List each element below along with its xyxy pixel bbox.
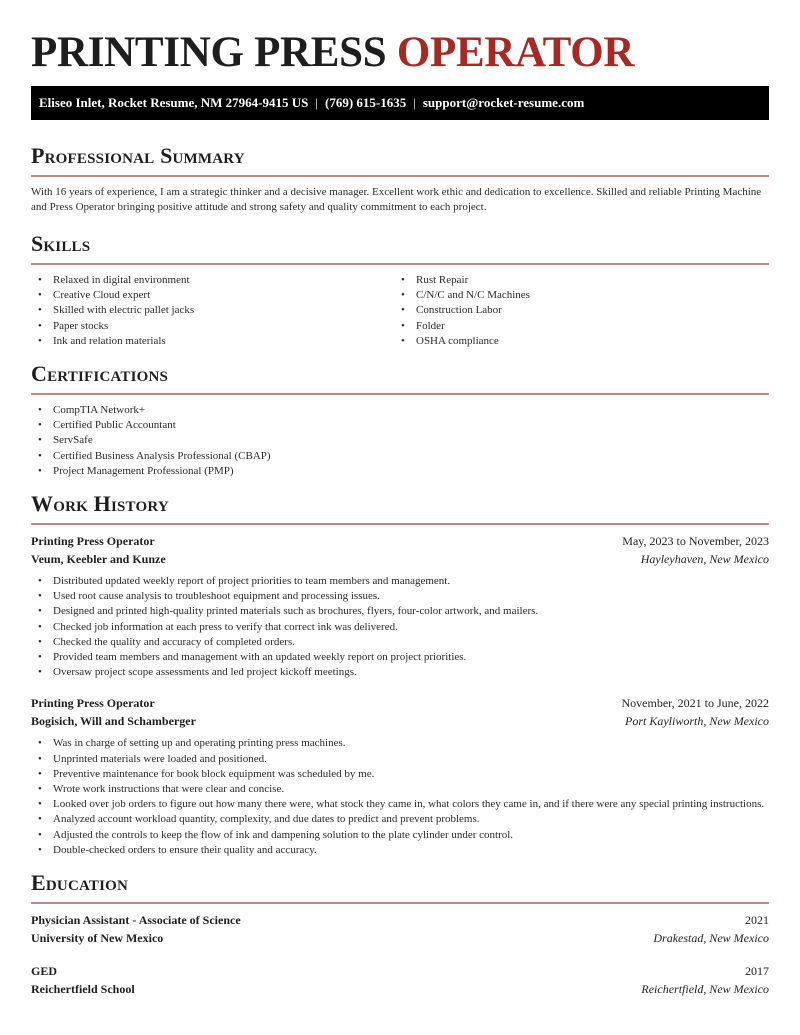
job-duty: • Distributed updated weekly report of project priorities to team members and management. [31, 574, 769, 589]
skills-grid [31, 273, 769, 349]
job-header-row [31, 532, 769, 550]
skill-item: • OSHA compliance [394, 334, 757, 349]
section-heading-skills: Skills [31, 231, 91, 256]
title-accent: OPERATOR [396, 29, 635, 76]
job-duty: • Analyzed account workload quantity, complexity, and due dates to predict and prevent problems. [31, 812, 769, 827]
contact-separator: | [413, 95, 416, 110]
job-company-row [31, 712, 769, 730]
skill-item: • Creative Cloud expert [31, 288, 394, 303]
education-school-row [31, 929, 769, 947]
education-location: Drakestad, New Mexico [653, 931, 769, 946]
skill-item: • Ink and relation materials [31, 334, 394, 349]
education-degree: GED [31, 964, 58, 979]
education-degree: Physician Assistant - Associate of Science [31, 913, 241, 928]
summary-text: With 16 years of experience, I am a strategic thinker and a decisive manager. Excellent work ethic and dedication to excellence. Skilled and reliable Printing Machine and Press Operator bringing positive attitude and strong safety and quality commitment to each project. [31, 186, 762, 213]
job-company: Bogisich, Will and Schamberger [31, 714, 196, 729]
section-divider [31, 393, 769, 395]
skill-item: • Paper stocks [31, 319, 394, 334]
job-title: Printing Press Operator [31, 696, 155, 711]
job-duty: • Adjusted the controls to keep the flow of ink and dampening solution to the plate cylinder under control. [31, 828, 769, 843]
certification-item: • Certified Business Analysis Professional (CBAP) [31, 449, 769, 464]
skills-list-right [394, 273, 757, 349]
job-duty: • Provided team members and management with an updated weekly report on project priorities. [31, 650, 769, 665]
certification-item: • CompTIA Network+ [31, 403, 769, 418]
job-duty: • Preventive maintenance for book block equipment was scheduled by me. [31, 767, 769, 782]
job-duties-list [31, 736, 769, 858]
skill-item: • Relaxed in digital environment [31, 273, 394, 288]
education-school: Reichertfield School [31, 982, 135, 997]
section-divider [31, 263, 769, 265]
skill-item: • Rust Repair [394, 273, 757, 288]
job-duty: • Designed and printed high-quality printed materials such as brochures, flyers, four-color artwork, and mailers. [31, 604, 769, 619]
certifications-list [31, 403, 769, 479]
job-dates: May, 2023 to November, 2023 [622, 534, 769, 549]
job-duty: • Wrote work instructions that were clear and concise. [31, 782, 769, 797]
contact-address: Eliseo Inlet, Rocket Resume, NM 27964-9415 US [39, 95, 309, 110]
education-degree-row [31, 962, 769, 980]
job-duty: • Checked the quality and accuracy of completed orders. [31, 635, 769, 650]
job-duty: • Checked job information at each press to verify that correct ink was delivered. [31, 620, 769, 635]
education-location: Reichertfield, New Mexico [641, 982, 769, 997]
job-entry [31, 532, 769, 680]
resume-title [31, 0, 769, 86]
contact-phone: (769) 615-1635 [324, 95, 407, 110]
title-main: PRINTING PRESS [31, 29, 397, 76]
section-divider [31, 523, 769, 525]
section-heading-work-history: Work History [31, 491, 169, 517]
job-location: Port Kayliworth, New Mexico [625, 714, 769, 729]
skills-section [31, 233, 769, 349]
certification-item: • Certified Public Accountant [31, 418, 769, 433]
skill-item: • Construction Labor [394, 303, 757, 318]
skill-item: • Skilled with electric pallet jacks [31, 303, 394, 318]
skills-list-left [31, 273, 394, 349]
section-divider [31, 175, 769, 177]
job-duty: • Used root cause analysis to troubleshoot equipment and processing issues. [31, 589, 769, 604]
education-entry [31, 911, 769, 947]
job-company: Veum, Keebler and Kunze [31, 552, 166, 567]
work-history-section [31, 493, 769, 858]
education-year: 2021 [745, 913, 769, 928]
job-entry [31, 694, 769, 858]
section-heading-education: Education [31, 870, 129, 896]
education-entry [31, 962, 769, 998]
job-company-row [31, 550, 769, 568]
section-divider [31, 902, 769, 904]
job-duty: • Looked over job orders to figure out how many there were, what stock they came in, what colors they came in, and if there were any special printing instructions. [31, 797, 769, 812]
certification-item: • ServSafe [31, 433, 769, 448]
summary-section [31, 145, 769, 215]
education-section [31, 872, 769, 998]
job-duty: • Unprinted materials were loaded and positioned. [31, 752, 769, 767]
job-title: Printing Press Operator [31, 534, 155, 549]
education-year: 2017 [745, 964, 769, 979]
certifications-section [31, 363, 769, 479]
skill-item: • C/N/C and N/C Machines [394, 288, 757, 303]
skill-item: • Folder [394, 319, 757, 334]
education-school: University of New Mexico [31, 931, 164, 946]
education-degree-row [31, 911, 769, 929]
job-header-row [31, 694, 769, 712]
section-heading-certifications: Certifications [31, 361, 169, 387]
job-duty: • Oversaw project scope assessments and led project kickoff meetings. [31, 665, 769, 680]
contact-separator: | [315, 95, 318, 110]
contact-bar [31, 86, 769, 120]
job-dates: November, 2021 to June, 2022 [621, 696, 769, 711]
job-location: Hayleyhaven, New Mexico [640, 552, 769, 567]
education-school-row [31, 980, 769, 998]
certification-item: • Project Management Professional (PMP) [31, 464, 769, 479]
job-duty: • Was in charge of setting up and operating printing press machines. [31, 736, 769, 751]
job-duty: • Double-checked orders to ensure their quality and accuracy. [31, 843, 769, 858]
section-heading-summary: Professional Summary [31, 143, 245, 168]
job-duties-list [31, 574, 769, 680]
contact-email[interactable]: support@rocket-resume.com [422, 95, 585, 110]
